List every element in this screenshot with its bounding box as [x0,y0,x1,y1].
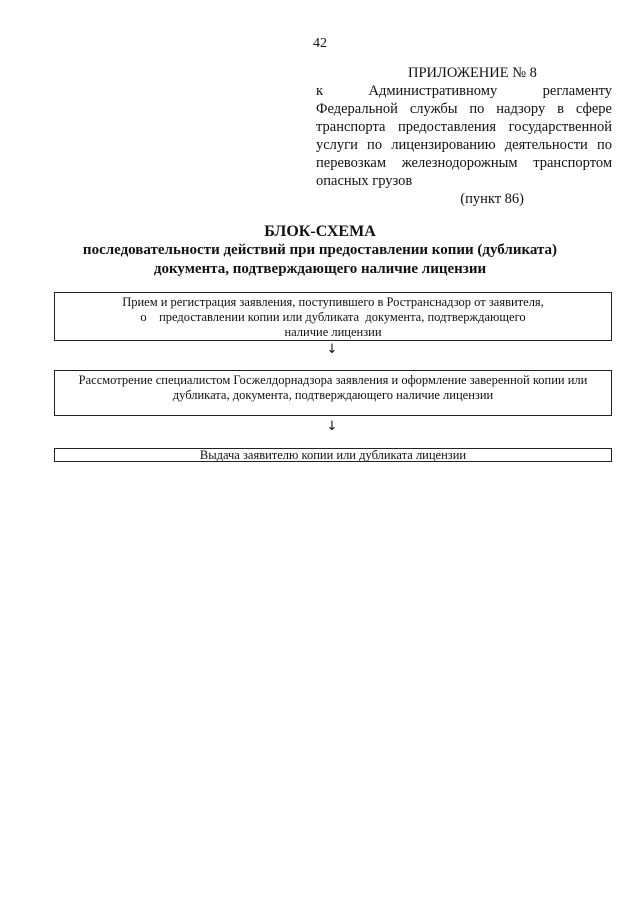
flow-step-text: наличие лицензии [284,325,382,339]
down-arrow-icon: ↓ [326,419,338,434]
appendix-title: ПРИЛОЖЕНИЕ № 8 [408,65,537,81]
appendix-block [316,64,612,208]
flow-step-issuance [54,448,612,462]
appendix-line: транспорта предоставления государственной [316,119,612,135]
flowchart-subtitle-line: документа, подтверждающего наличие лицензии [153,261,487,277]
flowchart-subtitle-line: последовательности действий при предоставлении копии (дубликата) [82,242,558,258]
appendix-line: Федеральной службы по надзору в сфере [316,101,612,117]
flow-step-registration [54,292,612,341]
flowchart-title: БЛОК-СХЕМА [264,223,376,240]
flow-step-text: о предоставлении копии или дубликата документа, подтверждающего [140,310,526,324]
flow-step-text: Рассмотрение специалистом Госжелдорнадзора заявления и оформление заверенной копии или [78,373,588,387]
flowchart-heading [0,222,640,279]
down-arrow-icon: ↓ [326,342,338,357]
flow-step-text: Выдача заявителю копии или дубликата лицензии [199,448,467,462]
appendix-line: к Административному регламенту [316,83,612,99]
flow-step-text: дубликата, документа, подтверждающего наличие лицензии [172,388,494,402]
appendix-point-reference: (пункт 86) [460,191,524,207]
flow-step-text: Прием и регистрация заявления, поступившего в Ространснадзор от заявителя, [122,295,544,309]
page-number: 42 [313,36,327,51]
appendix-line: опасных грузов [316,173,413,189]
appendix-line: перевозкам железнодорожным транспортом [316,155,612,171]
flow-step-review [54,370,612,416]
appendix-line: услуги по лицензированию деятельности по [316,137,612,153]
